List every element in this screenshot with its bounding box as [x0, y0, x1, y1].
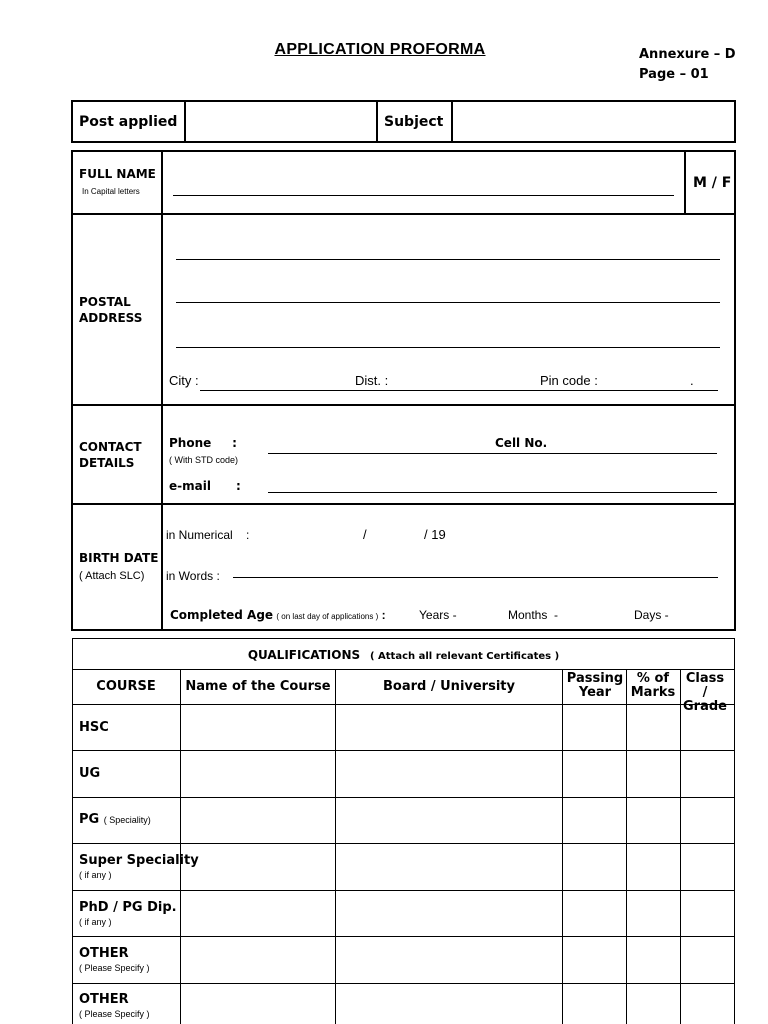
completed-age-colon: : [381, 608, 386, 622]
row-label-pg [79, 813, 151, 827]
address-line-1[interactable] [176, 259, 720, 260]
age-days-label: Days - [634, 608, 669, 622]
city-label: City : [169, 373, 199, 388]
birth-date-sublabel: ( Attach SLC) [79, 570, 145, 582]
row-label-hsc [79, 721, 109, 735]
row-label-other-2 [79, 993, 150, 1021]
pin-code-label: Pin code : [540, 373, 598, 388]
gender-option[interactable]: M / F [693, 175, 732, 191]
annexure-label: Annexure – D [639, 47, 736, 62]
annexure-info [639, 45, 736, 85]
row-label-ug [79, 767, 100, 781]
birth-date-label: BIRTH DATE [79, 551, 159, 565]
row-hsc-label: HSC [79, 720, 109, 735]
phone-note: ( With STD code) [169, 455, 239, 465]
col-header-passing-year: Passing Year [566, 671, 624, 700]
postal-label-line2: ADDRESS [79, 311, 143, 325]
page-number: Page – 01 [639, 67, 709, 82]
row-other-1-note: ( Please Specify ) [79, 963, 150, 973]
row-pg-note: ( Speciality) [103, 815, 151, 825]
cell-number-label: Cell No. [495, 436, 548, 450]
row-label-phd [79, 901, 177, 929]
row-super-speciality-note: ( if any ) [79, 870, 112, 880]
full-name-label: FULL NAME [79, 167, 156, 181]
row-other-1-label: OTHER [79, 946, 129, 961]
age-months-label: Months - [508, 608, 559, 622]
row-phd-note: ( if any ) [79, 917, 112, 927]
contact-label-line2: DETAILS [79, 456, 135, 470]
row-label-other-1 [79, 947, 150, 975]
dist-label: Dist. : [355, 373, 389, 388]
birth-words-label: in Words : [166, 569, 220, 583]
qualifications-title [72, 648, 735, 662]
qualifications-note: ( Attach all relevant Certificates ) [369, 651, 560, 662]
address-line-3[interactable] [176, 347, 720, 348]
email-line[interactable] [268, 492, 717, 493]
birth-slash-2: / 19 [424, 527, 446, 542]
row-other-2-label: OTHER [79, 992, 129, 1007]
email-label: e-mail : [169, 479, 241, 493]
age-years-label: Years - [419, 608, 457, 622]
birth-numerical-label: in Numerical : [166, 528, 250, 542]
col-header-board-university: Board / University [383, 679, 515, 694]
postal-label-line1: POSTAL [79, 295, 131, 309]
completed-age-note: ( on last day of applications ) [276, 612, 379, 621]
subject-label: Subject [384, 114, 444, 130]
post-applied-label: Post applied [79, 114, 178, 130]
phone-line[interactable] [268, 453, 717, 454]
row-pg-label: PG [79, 812, 100, 827]
address-line-2[interactable] [176, 302, 720, 303]
row-super-speciality-label: Super Speciality [79, 853, 199, 868]
row-ug-label: UG [79, 766, 101, 781]
birth-words-line[interactable] [233, 577, 718, 578]
subject-field[interactable] [454, 102, 734, 141]
contact-label-line1: CONTACT [79, 440, 142, 454]
col-header-class-grade: Class / Grade [683, 671, 727, 714]
full-name-line[interactable] [173, 195, 674, 196]
postal-address-label [79, 294, 142, 326]
qualifications-heading: QUALIFICATIONS [247, 648, 361, 662]
col-header-course: COURSE [96, 679, 156, 694]
birth-slash-1: / [363, 527, 367, 542]
contact-details-label [79, 439, 142, 471]
form-title: APPLICATION PROFORMA [274, 41, 486, 58]
row-other-2-note: ( Please Specify ) [79, 1009, 150, 1019]
col-header-name-of-course: Name of the Course [185, 679, 331, 694]
completed-age-row [170, 608, 386, 622]
phone-label: Phone : [169, 436, 237, 450]
col-header-percent-marks: % of Marks [630, 671, 676, 700]
row-label-super-speciality [79, 853, 199, 882]
completed-age-label: Completed Age [170, 608, 274, 622]
row-phd-label: PhD / PG Dip. [79, 900, 177, 915]
post-applied-field[interactable] [187, 102, 374, 141]
full-name-sublabel: In Capital letters [82, 187, 140, 196]
pin-code-end: . [690, 373, 694, 388]
city-line[interactable] [200, 390, 718, 391]
